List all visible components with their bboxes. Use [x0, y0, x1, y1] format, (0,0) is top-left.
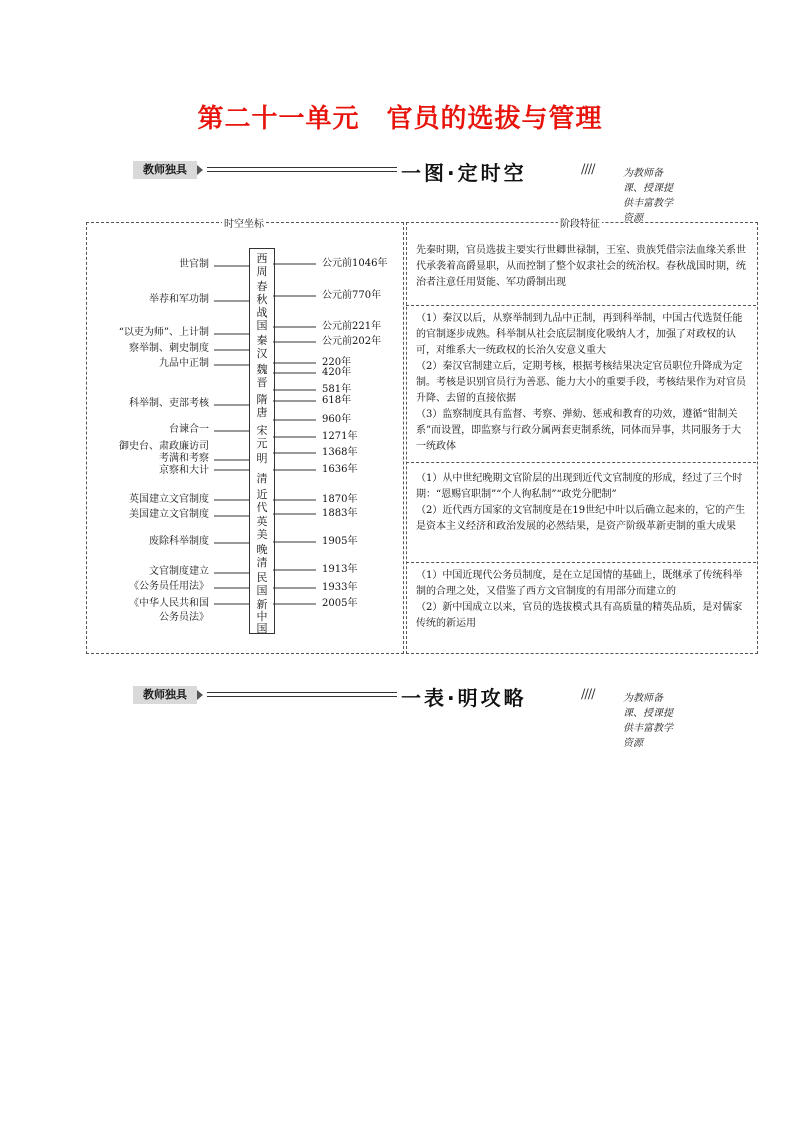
banner-heading: 一图·定时空 — [401, 161, 527, 185]
event-label: 察举制、刺史制度 — [129, 343, 209, 354]
era-char: 英 — [256, 515, 268, 528]
era-char: 隋 — [256, 393, 268, 406]
era-char: 清 — [256, 472, 268, 485]
era-char: 近 — [256, 488, 268, 501]
year-label: 1883年 — [322, 508, 358, 519]
timeline-box-title: 时空坐标 — [222, 215, 266, 230]
year-label: 618年 — [322, 395, 352, 406]
features-box-title: 阶段特征 — [558, 215, 602, 230]
era-char: 春 — [256, 280, 268, 293]
era-char: 汉 — [256, 347, 268, 360]
banner-heading: 一表·明攻略 — [401, 686, 527, 710]
slash-decoration: //// — [581, 687, 595, 702]
event-label: 考满和考察 — [159, 453, 209, 464]
era-char: 国 — [256, 319, 268, 332]
event-label: 《公务员任用法》 — [129, 581, 209, 592]
page-title: 第二十一单元 官员的选拔与管理 — [197, 104, 603, 134]
event-label: 英国建立文官制度 — [129, 494, 209, 505]
triangle-icon — [197, 690, 203, 700]
year-label: 1870年 — [322, 494, 358, 505]
year-label: 2005年 — [322, 598, 358, 609]
event-label: 科举制、吏部考核 — [129, 398, 209, 409]
year-label: 1636年 — [322, 464, 358, 475]
section-banner-table — [133, 683, 673, 749]
feature-paragraph: （1）秦汉以后，从察举制到九品中正制，再到科举制，中国古代选贤任能的官制逐步成熟。科举制从社会底层制度化吸纳人才，加强了对政权的认可，对维系大一统政权的长治久安意义重大 — [416, 313, 743, 356]
year-label: 公元前221年 — [322, 321, 382, 332]
era-char: 元 — [256, 437, 268, 450]
year-label: 公元前202年 — [322, 336, 382, 347]
event-label: 京察和大计 — [159, 465, 209, 476]
feature-paragraph: （2）秦汉官制建立后，定期考核，根据考核结果决定官员职位升降成为定制。考核是识别官员行为善恶、能力大小的重要手段，考核结果作为对官员升降、去留的直接依据 — [416, 361, 746, 404]
feature-paragraph: （2）新中国成立以来，官员的选拔模式具有高质量的精英品质，是对儒家传统的新运用 — [416, 602, 743, 629]
era-char: 秋 — [256, 293, 268, 306]
feature-section-3 — [416, 471, 750, 535]
year-label: 420年 — [322, 367, 352, 378]
era-char: 国 — [256, 584, 268, 597]
feature-paragraph: （1）从中世纪晚期文官阶层的出现到近代文官制度的形成，经过了三个时期：“恩赐官职制”“个人徇私制”“政党分肥制” — [416, 473, 743, 500]
era-char: 晋 — [256, 376, 268, 389]
era-char: 代 — [256, 501, 268, 514]
era-char: 清 — [256, 556, 268, 569]
banner-note: 为教师备课、授课提供丰富教学资源 — [623, 693, 673, 749]
feature-paragraph: 先秦时期，官员选拔主要实行世卿世禄制，王室、贵族凭借宗法血缘关系世代承袭着高爵显职，从而控制了整个奴隶社会的统治权。春秋战国时期，统治者注意任用贤能、军功爵制出现 — [416, 245, 746, 288]
era-char: 周 — [256, 265, 268, 278]
year-label: 960年 — [322, 414, 352, 425]
era-char: 西 — [256, 252, 268, 265]
era-char: 战 — [256, 306, 268, 319]
feature-paragraph: （3）监察制度具有监督、考察、弹劾、惩戒和教育的功效，遵循“钳制关系”而设置，即监察与行政分属两套吏制系统，同体而异事，共同服务于大一统政体 — [416, 409, 742, 452]
feature-section-1 — [416, 243, 750, 291]
feature-section-4 — [416, 568, 750, 632]
feature-paragraph: （1）中国近现代公务员制度，是在立足国情的基础上，既继承了传统科举制的合理之处，又借鉴了西方文官制度的有用部分而建立的 — [416, 570, 743, 597]
era-char: 宋 — [256, 424, 268, 437]
event-label: 美国建立文官制度 — [129, 509, 209, 520]
era-char: 晚 — [256, 543, 268, 556]
era-char: 明 — [256, 452, 268, 465]
teacher-badge: 教师独具 — [133, 161, 197, 179]
teacher-badge: 教师独具 — [133, 686, 197, 704]
era-char: 唐 — [256, 406, 268, 419]
era-char: 魏 — [256, 363, 268, 376]
year-label: 1905年 — [322, 536, 358, 547]
event-label: 举荐和军功制 — [149, 294, 209, 305]
year-label: 220年 — [322, 357, 352, 368]
event-label: 文官制度建立 — [149, 566, 209, 577]
feature-section-2 — [416, 311, 750, 455]
year-label: 1933年 — [322, 582, 358, 593]
year-label: 公元前1046年 — [322, 258, 388, 269]
year-label: 1913年 — [322, 564, 358, 575]
year-label: 公元前770年 — [322, 290, 382, 301]
event-label: 《中华人民共和国 — [129, 598, 209, 609]
event-label: “以吏为师”、上计制 — [118, 327, 209, 338]
banner-note: 为教师备课、授课提供丰富教学资源 — [623, 168, 673, 224]
era-char: 中 — [256, 610, 268, 623]
year-label: 1368年 — [322, 447, 358, 458]
event-label: 世官制 — [179, 259, 209, 270]
event-label: 御史台、肃政廉访司 — [119, 441, 209, 452]
year-label: 581年 — [322, 384, 352, 395]
event-label: 废除科举制度 — [149, 536, 209, 547]
year-label: 1271年 — [322, 431, 358, 442]
era-char: 秦 — [256, 334, 268, 347]
event-label: 九品中正制 — [159, 358, 209, 369]
feature-paragraph: （2）近代西方国家的文官制度是在19世纪中叶以后确立起来的，它的产生是资本主义经济和政治发展的必然结果，是资产阶级革新吏制的重大成果 — [416, 505, 746, 532]
event-label: 台谏合一 — [169, 424, 209, 435]
era-char: 美 — [256, 528, 268, 541]
event-label: 公务员法》 — [159, 612, 209, 623]
slash-decoration: //// — [581, 162, 595, 177]
divider-line — [207, 696, 397, 697]
era-char: 民 — [256, 571, 268, 584]
era-char: 国 — [256, 622, 268, 635]
era-char: 新 — [256, 598, 268, 611]
divider-line — [207, 692, 397, 693]
